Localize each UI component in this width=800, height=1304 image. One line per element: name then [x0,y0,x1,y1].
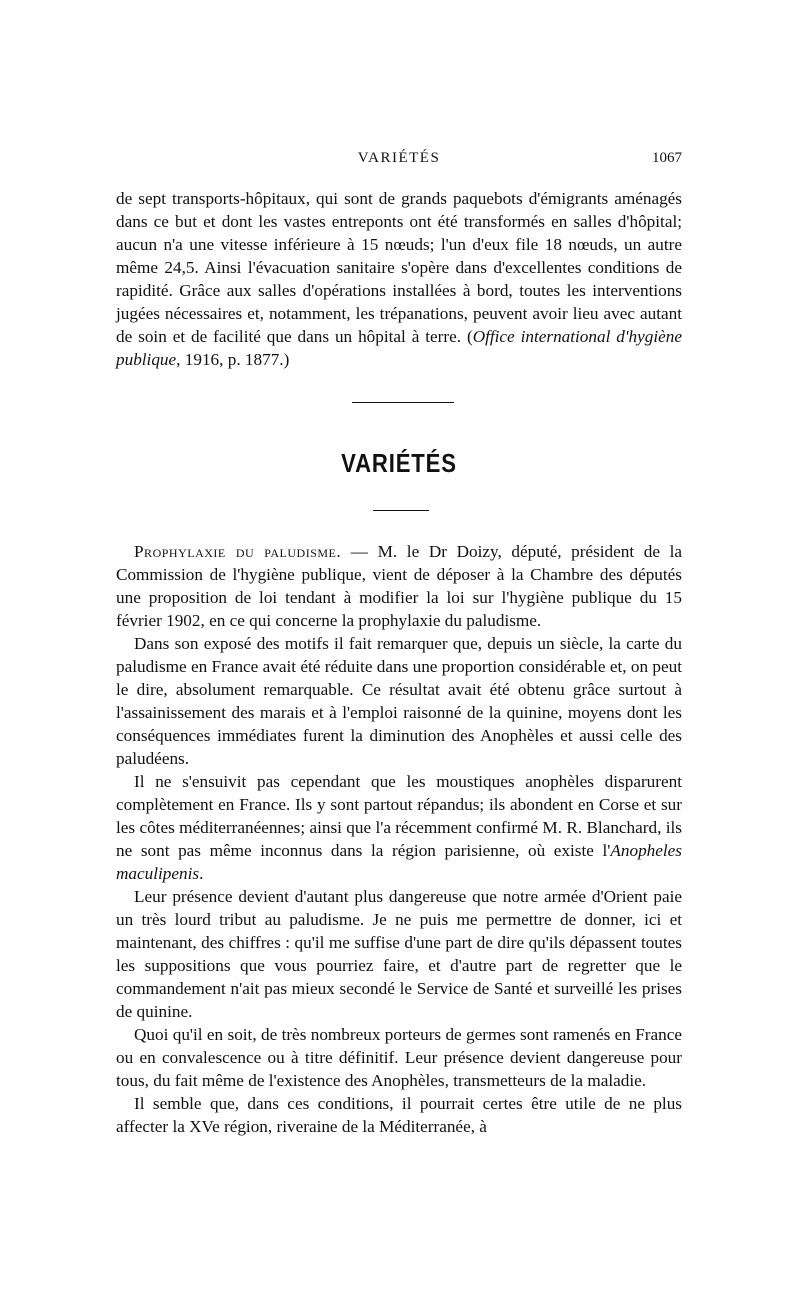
continued-paragraph [116,187,682,371]
citation-source: Office international d'hygiène publique [116,327,682,369]
citation-details: , 1916, p. 1877.) [176,350,290,369]
paragraph-3 [116,770,682,885]
article-body [116,540,682,1138]
paragraph-1-text: — M. le Dr Doizy, député, président de la Commission de l'hygiène publique, vient de déposer à la Chambre des députés une proposition de loi tendant à modifier la loi sur l'hygiène publique du 15 février 1902, en ce qui concerne la prophylaxie du paludisme. [116,542,682,630]
paragraph-3-end: . [199,864,204,883]
paragraph-5: Quoi qu'il en soit, de très nombreux porteurs de germes sont ramenés en France ou en convalescence ou à titre définitif. Leur présence devient dangereuse pour tous, du fait même de l'existence des Anophèles, transmetteurs de la maladie. [116,1025,682,1090]
paragraph-1 [116,540,682,632]
paragraph-3-text: Il ne s'ensuivit pas cependant que les moustiques anophèles disparurent complètement en France. Ils y sont partout répandus; ils abondent en Corse et sur les côtes méditerranéennes; ainsi que l'a récemment confirmé M. R. Blanchard, ils ne sont pas même inconnus dans la région parisienne, où existe l' [116,772,682,860]
paragraph-6: Il semble que, dans ces conditions, il pourrait certes être utile de ne plus affecter la XVe région, riveraine de la Méditerranée, à [116,1094,682,1136]
page-header [116,150,682,172]
continued-text: de sept transports-hôpitaux, qui sont de grands paquebots d'émigrants aménagés dans ce but et dont les vastes entreponts ont été transformés en salles d'hôpital; aucun n'a une vitesse inférieure à 15 nœuds; l'un d'eux file 18 nœuds, un autre même 24,5. Ainsi l'évacuation sanitaire s'opère dans d'excellentes conditions de rapidité. Grâce aux salles d'opérations installées à bord, toutes les interventions jugées nécessaires et, notamment, les trépanations, peuvent avoir lieu avec autant de soin et de facilité que dans un hôpital à terre. ( [116,189,682,346]
species-name: Anopheles maculipenis [116,841,682,883]
running-title: VARIÉTÉS [357,150,441,166]
section-title: VARIÉTÉS [341,448,457,478]
section-divider-bottom [373,510,429,511]
continued-paragraph-text [116,187,682,371]
section-divider-top [352,402,454,403]
paragraph-2: Dans son exposé des motifs il fait remarquer que, depuis un siècle, la carte du paludisme en France avait été réduite dans une proportion considérable et, on peut le dire, absolument remarquable. Ce résultat avait été obtenu grâce surtout à l'assainissement des marais et à l'emploi raisonné de la quinine, moyens dont les conséquences immédiates furent la diminution des Anophèles et aussi celle des paludéens. [116,634,682,768]
paragraph-4: Leur présence devient d'autant plus dangereuse que notre armée d'Orient paie un très lourd tribut au paludisme. Je ne puis me permettre de donner, ici et maintenant, des chiffres : qu'il me suffise d'une part de dire qu'ils dépassent toutes les suppositions que vous pourriez faire, et d'autre part de regretter que le commandement n'ait pas mieux secondé le Service de Santé et surveillé les prises de quinine. [116,887,682,1021]
article-heading: Prophylaxie du paludisme. [134,542,342,561]
page-number: 1067 [652,150,682,166]
